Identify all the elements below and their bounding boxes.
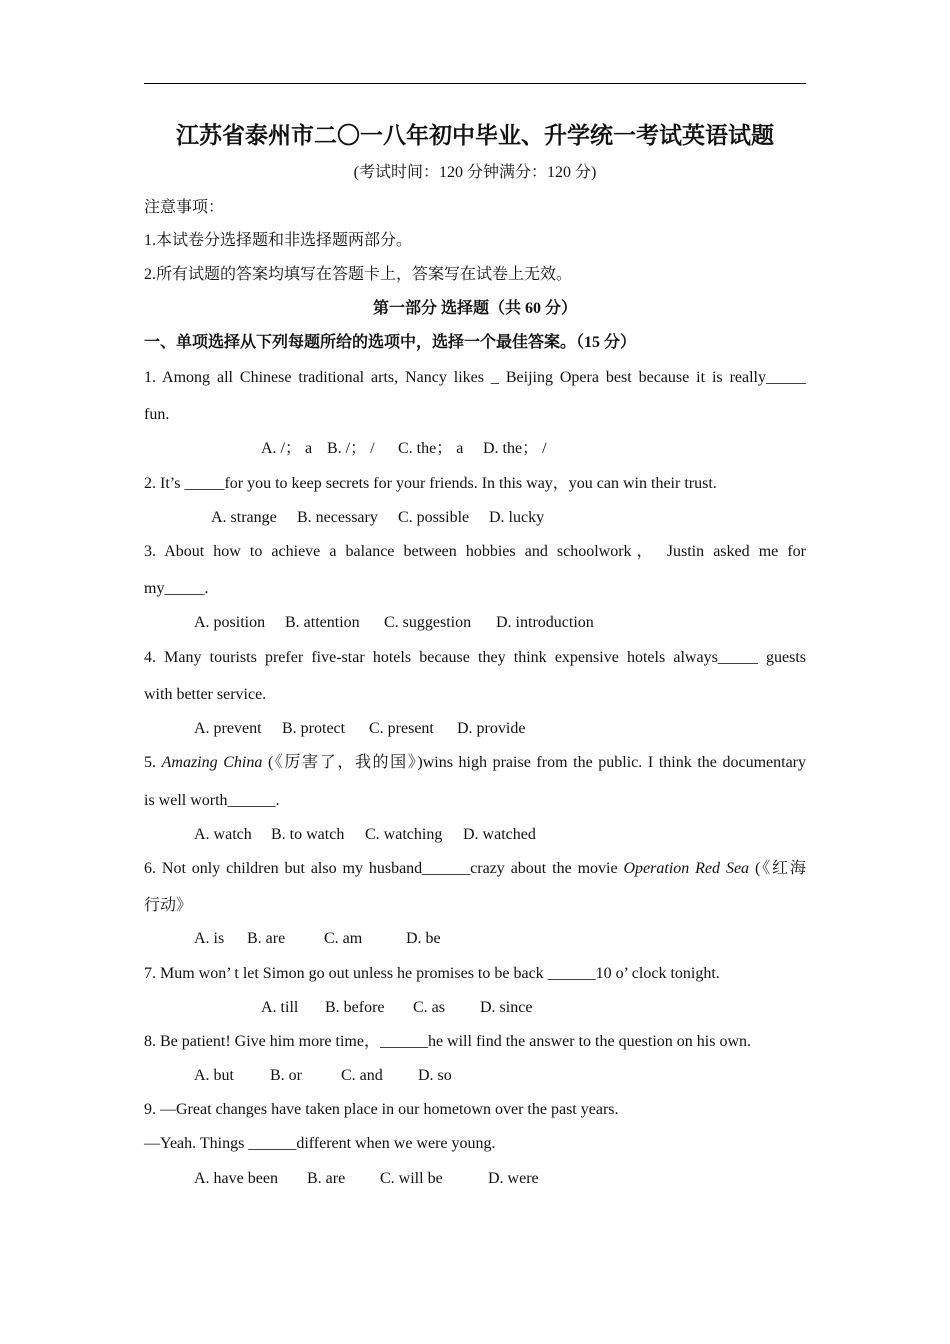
option-a: A. till — [261, 999, 299, 1016]
question-1-text-cont: fun. — [144, 406, 170, 423]
option-d: D. the； / — [483, 440, 547, 457]
notice-item-1: 1.本试卷分选择题和非选择题两部分。 — [144, 232, 413, 249]
section-title: 一、单项选择从下列每题所给的选项中，选择一个最佳答案。（15 分） — [144, 334, 637, 351]
question-1-options — [261, 439, 547, 459]
question-9-reply: —Yeah. Things ______different when we were young. — [144, 1135, 496, 1152]
part-title: 第一部分 选择题（共 60 分） — [372, 300, 577, 317]
question-3-text: 3. About how to achieve a balance between hobbies and schoolwork， Justin asked me for — [144, 543, 806, 560]
option-a: A. is — [194, 930, 225, 947]
question-6-prefix: 6. Not only children but also my husband______crazy about the movie — [144, 860, 624, 877]
option-d: D. provide — [457, 720, 526, 737]
option-a: A. strange — [211, 509, 277, 526]
option-d: D. so — [418, 1067, 452, 1084]
option-b: B. /； / — [327, 440, 375, 457]
option-c: C. the； a — [398, 440, 464, 457]
question-4-text: 4. Many tourists prefer five-star hotels because they think expensive hotels always_____ guests — [144, 649, 806, 666]
option-a: A. prevent — [194, 720, 262, 737]
option-b: B. attention — [285, 614, 360, 631]
question-8-options — [194, 1066, 452, 1086]
option-a: A. watch — [194, 826, 252, 843]
question-6-options — [194, 929, 441, 949]
option-d: D. lucky — [489, 509, 545, 526]
question-2-options — [211, 508, 544, 528]
question-8-text: 8. Be patient! Give him more time，______he will find the answer to the question on his own. — [144, 1033, 752, 1050]
option-d: D. were — [488, 1170, 539, 1187]
option-c: C. present — [369, 720, 434, 737]
question-3-text-cont: my_____. — [144, 580, 209, 597]
option-c: C. am — [324, 930, 363, 947]
option-a: A. position — [194, 614, 266, 631]
question-7-options — [261, 998, 532, 1018]
question-5-text-cont: is well worth______. — [144, 792, 280, 809]
top-rule — [144, 83, 806, 84]
option-b: B. to watch — [271, 826, 345, 843]
question-6-text — [144, 859, 806, 879]
option-d: D. watched — [463, 826, 536, 843]
option-b: B. are — [307, 1170, 346, 1187]
option-a: A. but — [194, 1067, 234, 1084]
option-a: A. have been — [194, 1170, 278, 1187]
question-4-options — [194, 719, 525, 739]
question-5-text — [144, 753, 806, 773]
option-d: D. since — [480, 999, 533, 1016]
exam-title: 江苏省泰州市二〇一八年初中毕业、升学统一考试英语试题 — [176, 123, 774, 148]
exam-subtitle: (考试时间：120 分钟满分：120 分) — [353, 164, 597, 181]
question-2-text: 2. It’s _____for you to keep secrets for your friends. In this way，you can win their trust. — [144, 475, 717, 492]
option-d: D. be — [406, 930, 441, 947]
question-9-text: 9. —Great changes have taken place in our hometown over the past years. — [144, 1101, 619, 1118]
option-b: B. are — [247, 930, 286, 947]
option-c: C. possible — [398, 509, 470, 526]
question-5-rest: (《厉害了，我的国》)wins high praise from the public. I think the documentary — [262, 754, 806, 771]
option-b: B. before — [325, 999, 385, 1016]
option-c: C. watching — [365, 826, 443, 843]
question-3-options — [194, 613, 594, 633]
option-c: C. suggestion — [384, 614, 472, 631]
question-6-text-cont: 行动》 — [144, 897, 193, 914]
question-4-text-cont: with better service. — [144, 686, 267, 703]
notice-item-2: 2.所有试题的答案均填写在答题卡上，答案写在试卷上无效。 — [144, 266, 573, 283]
option-c: C. and — [341, 1067, 383, 1084]
option-b: B. necessary — [297, 509, 378, 526]
question-5-italic-title: Amazing China — [161, 754, 263, 771]
option-d: D. introduction — [496, 614, 594, 631]
question-6-rest: (《红海 — [749, 860, 806, 877]
question-5-options — [194, 825, 536, 845]
notice-heading: 注意事项： — [144, 199, 225, 216]
question-7-text: 7. Mum won’ t let Simon go out unless he promises to be back ______10 o’ clock tonight. — [144, 965, 720, 982]
option-b: B. protect — [282, 720, 346, 737]
option-c: C. as — [413, 999, 445, 1016]
question-9-options — [194, 1169, 539, 1189]
option-c: C. will be — [380, 1170, 443, 1187]
option-a: A. /； a — [261, 440, 313, 457]
question-1-text: 1. Among all Chinese traditional arts, Nancy likes _ Beijing Opera best because it is really_____ — [144, 369, 806, 386]
question-5-prefix: 5. — [144, 754, 162, 771]
option-b: B. or — [270, 1067, 302, 1084]
question-6-italic-title: Operation Red Sea — [623, 860, 750, 877]
